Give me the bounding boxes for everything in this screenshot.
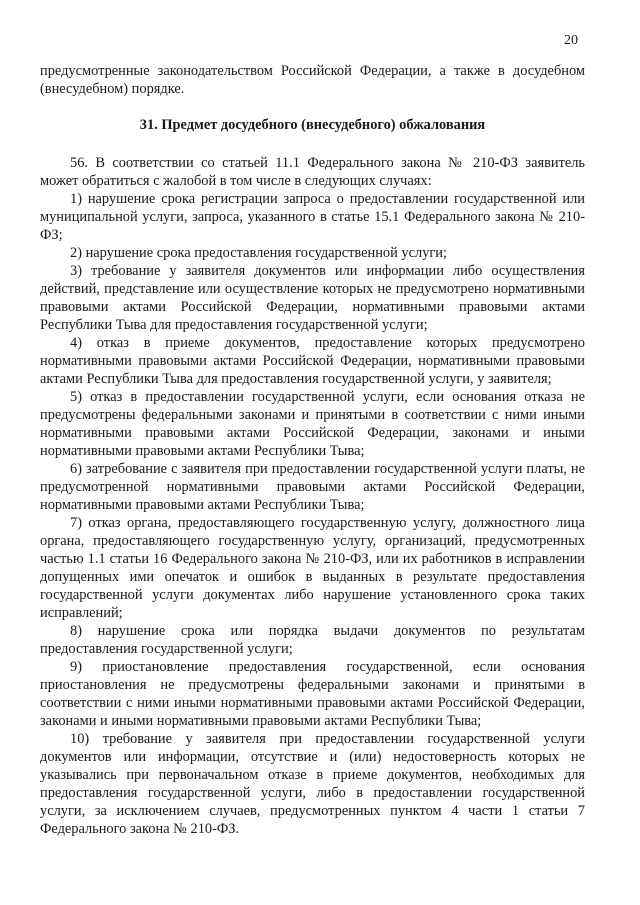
list-item-9: 9) приостановление предоставления государственной, если основания приостановления не предусмотрены федеральными законами и принятыми в соответствии с ними иными нормативными правовыми актами Российской Федерации, законами и иными нормативными правовыми актами Республики Тыва; [40,659,585,729]
section-title: 31. Предмет досудебного (внесудебного) обжалования [139,117,486,133]
list-item-3: 3) требование у заявителя документов или информации либо осуществления действий, представление или осуществление которых не предусмотрено нормативными правовыми актами Российской Федерации, нормативными правовыми актами Республики Тыва для предоставления государственной услуги; [40,263,585,333]
list-item-4: 4) отказ в приеме документов, предоставление которых предусмотрено нормативными правовыми актами Российской Федерации, нормативными правовыми актами Республики Тыва для предоставления государственной услуги, у заявителя; [40,335,585,387]
page-number: 20 [564,33,578,48]
document-body [40,62,585,838]
list-item-8: 8) нарушение срока или порядка выдачи документов по результатам предоставления государственной услуги; [40,623,585,657]
intro-paragraph: предусмотренные законодательством Российской Федерации, а также в досудебном (внесудебном) порядке. [40,63,585,97]
list-item-5: 5) отказ в предоставлении государственной услуги, если основания отказа не предусмотрены федеральными законами и принятыми в соответствии с ними иными нормативными правовыми актами Российской Федерации, законами и иными нормативными правовыми актами Республики Тыва; [40,389,585,459]
list-item-2: 2) нарушение срока предоставления государственной услуги; [70,245,447,261]
list-item-10: 10) требование у заявителя при предоставлении государственной услуги документов или информации, отсутствие и (или) недостоверность которых не указывались при первоначальном отказе в приеме документов, необходимых для предоставления государственной услуги, либо в предоставлении государственной услуги, за исключением случаев, предусмотренных пунктом 4 части 1 статьи 7 Федерального закона № 210-ФЗ. [40,731,585,837]
list-item-7: 7) отказ органа, предоставляющего государственную услугу, должностного лица органа, предоставляющего государственную услугу, организаций, предусмотренных частью 1.1 статьи 16 Федерального закона № 210-ФЗ, или их работников в исправлении допущенных ими опечаток и ошибок в выданных в результате предоставления государственной услуги документах либо нарушение установленного срока таких исправлений; [40,515,585,621]
lead-paragraph: 56. В соответствии со статьей 11.1 Федерального закона № 210-ФЗ заявитель может обратиться с жалобой в том числе в следующих случаях: [40,155,585,189]
list-item-1: 1) нарушение срока регистрации запроса о предоставлении государственной или муниципальной услуги, запроса, указанного в статье 15.1 Федерального закона № 210-ФЗ; [40,191,585,243]
list-item-6: 6) затребование с заявителя при предоставлении государственной услуги платы, не предусмотренной нормативными правовыми актами Российской Федерации, нормативными правовыми актами Республики Тыва; [40,461,585,513]
